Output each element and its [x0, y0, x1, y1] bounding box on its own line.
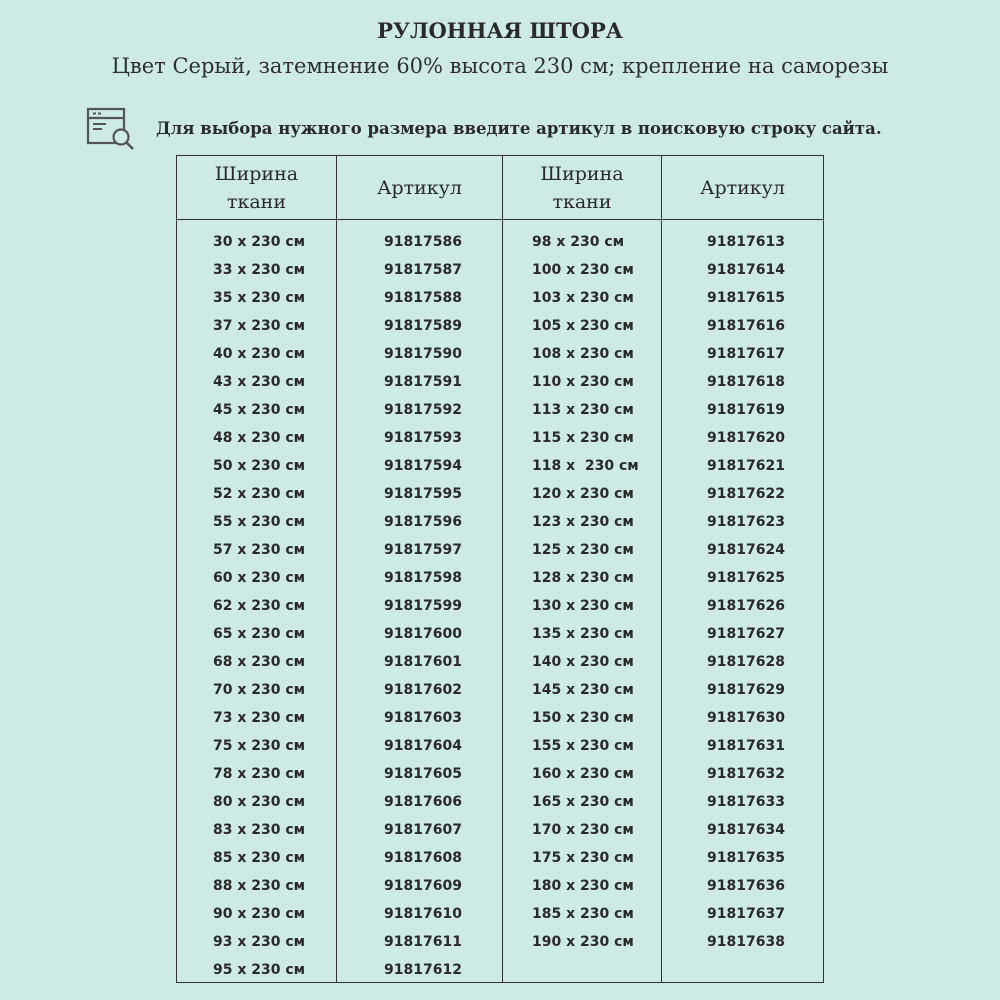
page-title: РУЛОННАЯ ШТОРА [377, 18, 623, 43]
article-cell: 91817625 [707, 570, 785, 586]
article-cell: 91817590 [384, 346, 462, 362]
size-cell: 123 x 230 см [532, 514, 634, 530]
size-cell: 30 x 230 см [213, 234, 306, 250]
article-cell: 91817601 [384, 654, 462, 670]
size-cell: 103 x 230 см [532, 290, 634, 306]
size-column-right [532, 228, 639, 956]
article-cell: 91817624 [707, 542, 785, 558]
size-cell: 165 x 230 см [532, 794, 634, 810]
size-cell: 57 x 230 см [213, 542, 306, 558]
size-cell: 68 x 230 см [213, 654, 306, 670]
header-width-1: Ширина ткани [214, 162, 299, 213]
size-cell: 33 x 230 см [213, 262, 306, 278]
size-cell: 52 x 230 см [213, 486, 306, 502]
article-column-right [707, 228, 785, 956]
article-cell: 91817597 [384, 542, 462, 558]
size-cell: 70 x 230 см [213, 682, 306, 698]
size-cell: 95 x 230 см [213, 962, 306, 978]
article-cell: 91817634 [707, 822, 785, 838]
article-cell: 91817605 [384, 766, 462, 782]
size-cell: 170 x 230 см [532, 822, 634, 838]
article-cell: 91817617 [707, 346, 785, 362]
article-cell: 91817621 [707, 458, 785, 474]
article-cell: 91817599 [384, 598, 462, 614]
article-cell: 91817596 [384, 514, 462, 530]
size-cell: 93 x 230 см [213, 934, 306, 950]
article-column-left [384, 228, 462, 984]
article-cell: 91817610 [384, 906, 462, 922]
article-cell: 91817589 [384, 318, 462, 334]
size-cell: 108 x 230 см [532, 346, 634, 362]
size-cell: 160 x 230 см [532, 766, 634, 782]
article-cell: 91817600 [384, 626, 462, 642]
size-cell: 62 x 230 см [213, 598, 306, 614]
size-cell: 73 x 230 см [213, 710, 306, 726]
size-cell: 125 x 230 см [532, 542, 634, 558]
size-cell: 83 x 230 см [213, 822, 306, 838]
article-cell: 91817593 [384, 430, 462, 446]
size-cell: 115 x 230 см [532, 430, 634, 446]
header-article-1: Артикул [377, 176, 462, 199]
size-cell: 145 x 230 см [532, 682, 634, 698]
article-cell: 91817632 [707, 766, 785, 782]
article-cell: 91817637 [707, 906, 785, 922]
size-cell: 118 x 230 см [532, 458, 639, 474]
article-cell: 91817592 [384, 402, 462, 418]
article-cell: 91817638 [707, 934, 785, 950]
size-cell: 98 x 230 см [532, 234, 625, 250]
article-cell: 91817612 [384, 962, 462, 978]
article-cell: 91817591 [384, 374, 462, 390]
size-column-left [213, 228, 305, 984]
size-cell: 60 x 230 см [213, 570, 306, 586]
size-cell: 128 x 230 см [532, 570, 634, 586]
size-cell: 140 x 230 см [532, 654, 634, 670]
article-cell: 91817607 [384, 822, 462, 838]
article-cell: 91817608 [384, 850, 462, 866]
article-cell: 91817616 [707, 318, 785, 334]
article-cell: 91817636 [707, 878, 785, 894]
article-cell: 91817626 [707, 598, 785, 614]
article-cell: 91817594 [384, 458, 462, 474]
article-cell: 91817622 [707, 486, 785, 502]
article-cell: 91817613 [707, 234, 785, 250]
article-cell: 91817623 [707, 514, 785, 530]
size-cell: 43 x 230 см [213, 374, 306, 390]
article-cell: 91817588 [384, 290, 462, 306]
search-window-icon [86, 107, 136, 153]
article-cell: 91817611 [384, 934, 462, 950]
article-cell: 91817628 [707, 654, 785, 670]
size-table [176, 155, 824, 983]
article-cell: 91817604 [384, 738, 462, 754]
size-cell: 85 x 230 см [213, 850, 306, 866]
article-cell: 91817633 [707, 794, 785, 810]
size-cell: 50 x 230 см [213, 458, 306, 474]
size-cell: 55 x 230 см [213, 514, 306, 530]
size-cell: 75 x 230 см [213, 738, 306, 754]
size-cell: 100 x 230 см [532, 262, 634, 278]
search-hint-text: Для выбора нужного размера введите артикул в поисковую строку сайта. [156, 119, 882, 138]
article-cell: 91817619 [707, 402, 785, 418]
size-cell: 130 x 230 см [532, 598, 634, 614]
size-cell: 105 x 230 см [532, 318, 634, 334]
size-cell: 155 x 230 см [532, 738, 634, 754]
article-cell: 91817635 [707, 850, 785, 866]
article-cell: 91817631 [707, 738, 785, 754]
size-cell: 78 x 230 см [213, 766, 306, 782]
article-cell: 91817603 [384, 710, 462, 726]
article-cell: 91817630 [707, 710, 785, 726]
size-cell: 88 x 230 см [213, 878, 306, 894]
article-cell: 91817587 [384, 262, 462, 278]
header-article-2: Артикул [700, 176, 785, 199]
article-cell: 91817602 [384, 682, 462, 698]
article-cell: 91817615 [707, 290, 785, 306]
size-cell: 35 x 230 см [213, 290, 306, 306]
size-cell: 185 x 230 см [532, 906, 634, 922]
size-cell: 80 x 230 см [213, 794, 306, 810]
size-cell: 175 x 230 см [532, 850, 634, 866]
size-cell: 120 x 230 см [532, 486, 634, 502]
size-cell: 113 x 230 см [532, 402, 634, 418]
header-width-2: Ширина ткани [540, 162, 624, 213]
page-subtitle: Цвет Серый, затемнение 60% высота 230 см; крепление на саморезы [111, 54, 889, 78]
article-cell: 91817627 [707, 626, 785, 642]
article-cell: 91817609 [384, 878, 462, 894]
size-cell: 110 x 230 см [532, 374, 634, 390]
size-cell: 150 x 230 см [532, 710, 634, 726]
article-cell: 91817618 [707, 374, 785, 390]
size-cell: 37 x 230 см [213, 318, 306, 334]
size-cell: 90 x 230 см [213, 906, 306, 922]
size-cell: 40 x 230 см [213, 346, 306, 362]
size-cell: 190 x 230 см [532, 934, 634, 950]
size-cell: 48 x 230 см [213, 430, 306, 446]
article-cell: 91817598 [384, 570, 462, 586]
article-cell: 91817595 [384, 486, 462, 502]
article-cell: 91817620 [707, 430, 785, 446]
size-cell: 135 x 230 см [532, 626, 634, 642]
article-cell: 91817586 [384, 234, 462, 250]
size-cell: 180 x 230 см [532, 878, 634, 894]
size-cell: 45 x 230 см [213, 402, 306, 418]
size-cell: 65 x 230 см [213, 626, 306, 642]
article-cell: 91817606 [384, 794, 462, 810]
article-cell: 91817614 [707, 262, 785, 278]
article-cell: 91817629 [707, 682, 785, 698]
